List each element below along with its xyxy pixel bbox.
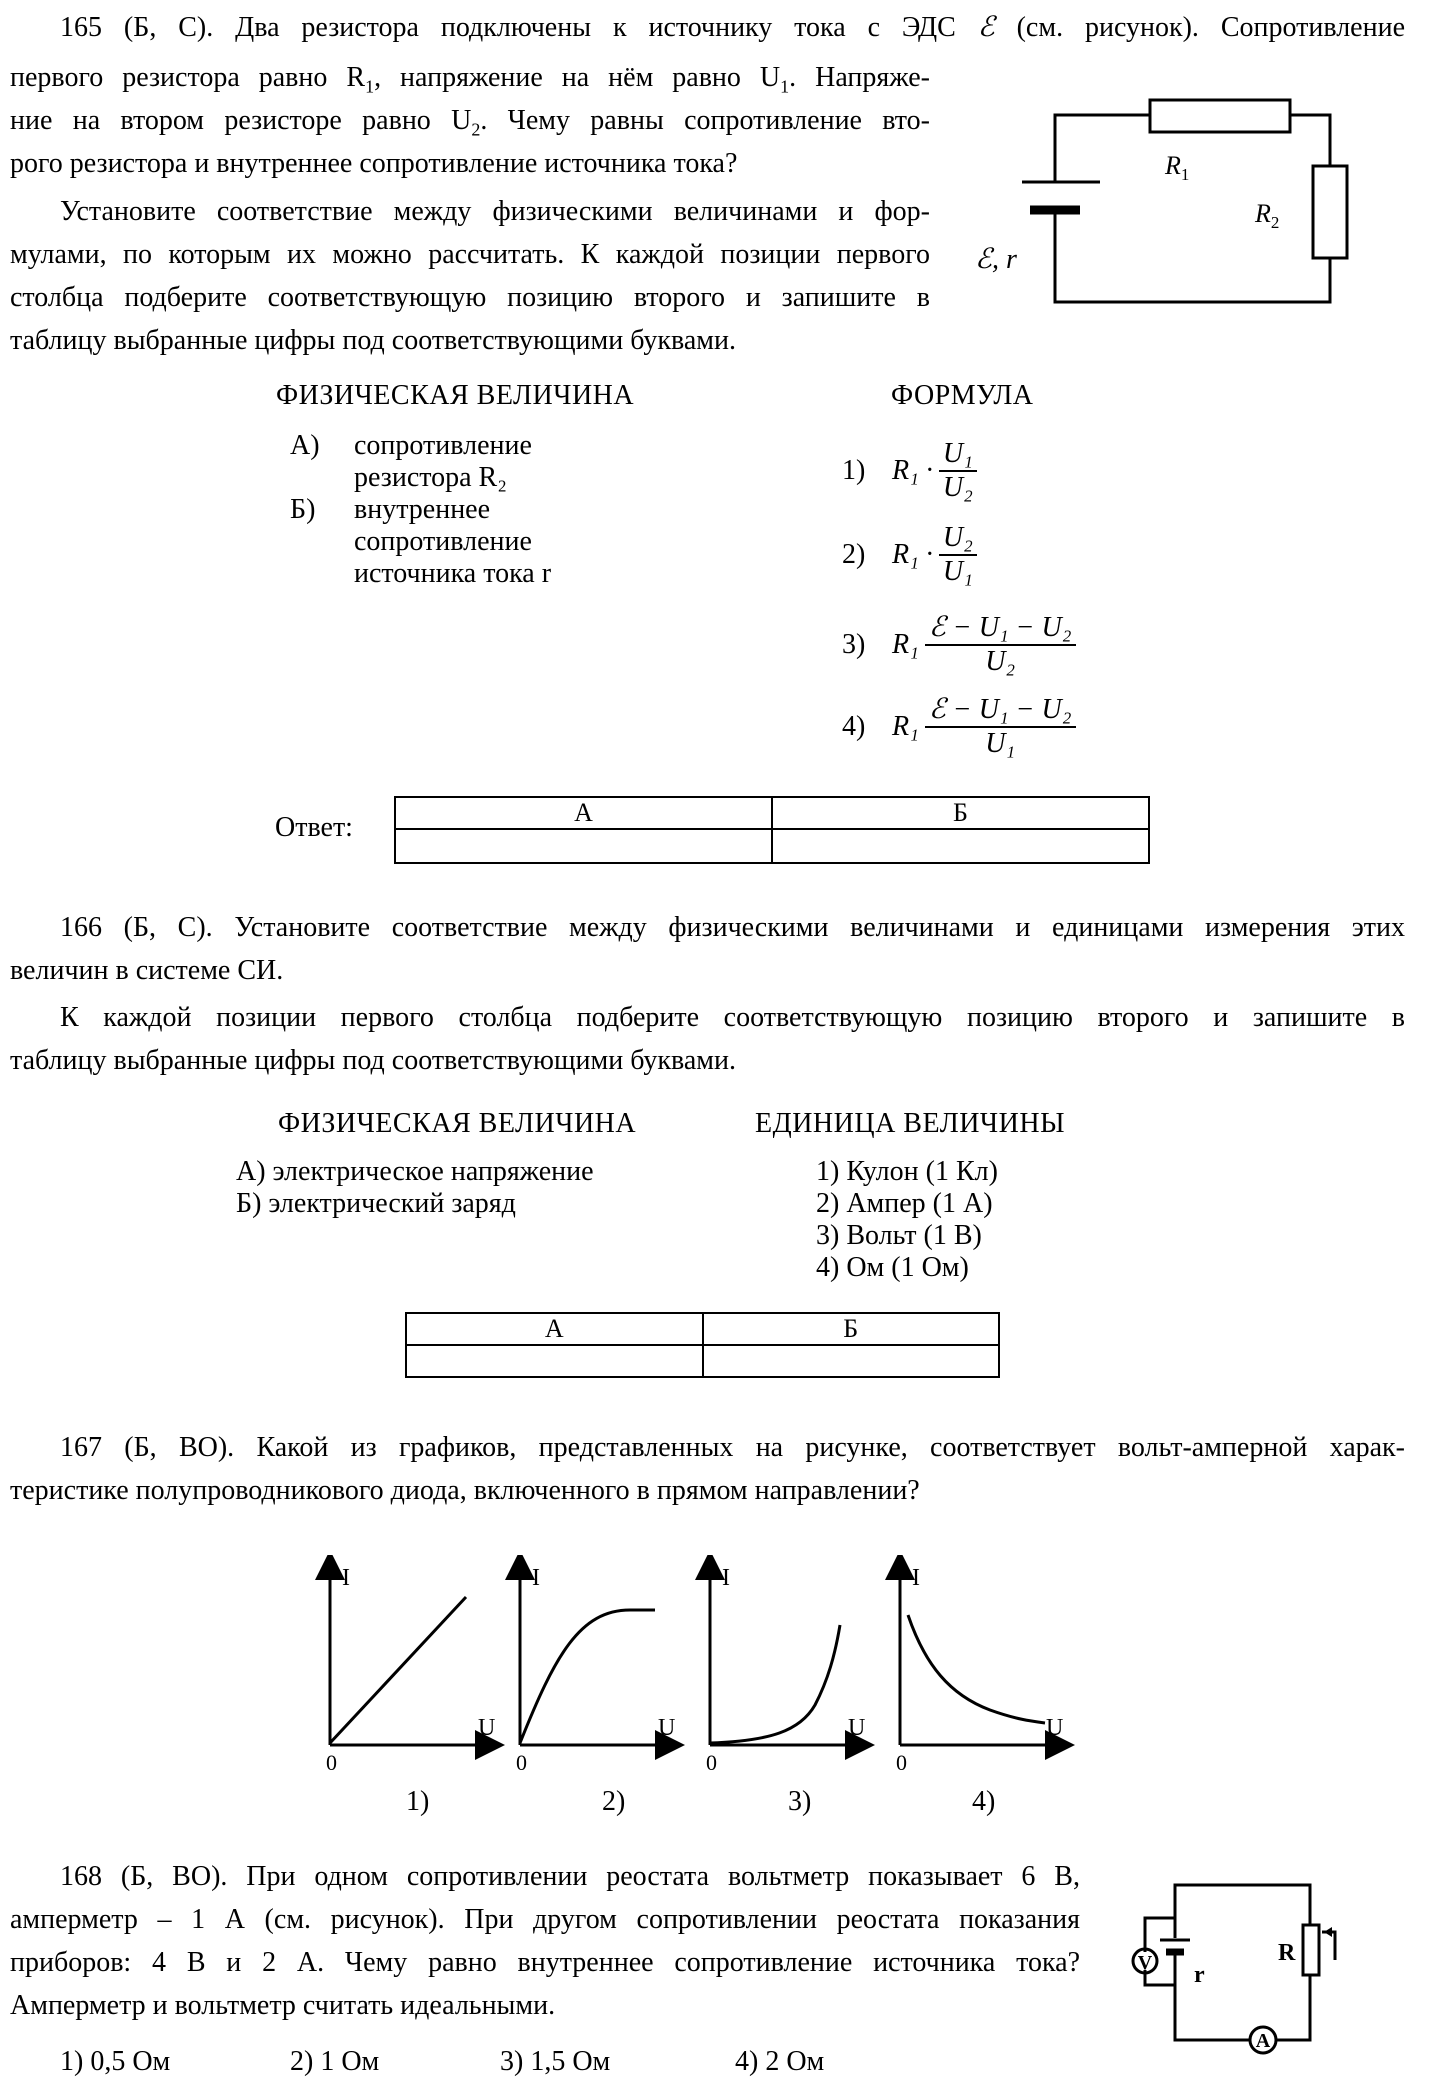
q166-items: А) электрическое напряжение Б) электрический заряд: [236, 1156, 594, 1219]
q168-option-1: 1) 0,5 Ом: [60, 2046, 171, 2077]
q165-line-5: мулами, по которым их можно рассчитать. К каждой позиции первого: [10, 239, 930, 270]
q166-line-1: 166 (Б, С). Установите соответствие между физическими величинами и единицами измерения этих: [60, 912, 1405, 943]
q165-line-4: Установите соответствие между физическими величинами и фор-: [60, 196, 930, 227]
q165-col2-header: ФОРМУЛА: [891, 380, 1034, 411]
q165-line-2: ние на втором резисторе равно $U_2$. Чему равны сопротивление вто-: [10, 105, 931, 140]
q168-option-4: 4) 2 Ом: [735, 2046, 825, 2077]
curve-linear: [330, 1597, 466, 1743]
graph-4-label: 4): [972, 1786, 996, 1817]
svg-text:0: 0: [706, 1750, 717, 1775]
formula-1: 1) R₁ · $\frac{\text{U₁}}{\text{U₂}}$: [842, 438, 977, 504]
svg-text:U: U: [848, 1715, 866, 1741]
q165-answer-table: [394, 796, 1150, 864]
q165-line-1: первого резистора равно $R_1$, напряжение на нём равно $U_1$. Напряже-: [10, 62, 931, 97]
q167-line-1: 167 (Б, ВО). Какой из графиков, представленных на рисунке, соответствует вольт-амперной харак-: [60, 1432, 1405, 1463]
q165-circuit-diagram: [950, 70, 1390, 320]
answer-col-a: А: [406, 1313, 703, 1345]
q167-line-2: теристике полупроводникового диода, включенного в прямом направлении?: [10, 1475, 920, 1506]
q165-line-7: таблицу выбранные цифры под соответствующими буквами.: [10, 325, 736, 356]
q165-line-3: рого резистора и внутреннее сопротивление источника тока?: [10, 148, 738, 179]
label-r1: $R_1$: [1165, 151, 1190, 184]
label-r-rheostat: R: [1278, 1940, 1296, 1966]
answer-cell-a[interactable]: [406, 1345, 703, 1377]
q166-line-3: К каждой позиции первого столбца подберите соответствующую позицию второго и запишите в: [60, 1002, 1405, 1033]
voltmeter-label: V: [1137, 1952, 1153, 1974]
q165-item-a-letter: А): [290, 430, 320, 461]
svg-text:I: I: [722, 1565, 730, 1591]
label-r2: $R_2$: [1255, 199, 1280, 232]
label-r-internal: r: [1194, 1962, 1205, 1988]
svg-text:0: 0: [326, 1750, 337, 1775]
svg-text:U: U: [1046, 1715, 1064, 1741]
q165-line-6: столбца подберите соответствующую позицию второго и запишите в: [10, 282, 930, 313]
circuit-wire: [1055, 212, 1330, 302]
q166-col2-header: ЕДИНИЦА ВЕЛИЧИНЫ: [755, 1108, 1065, 1139]
formula-3: 3) R₁ $\frac{\text{ℰ − U₁ − U₂}}{\text{U₂}}$: [842, 612, 1076, 678]
svg-text:I: I: [342, 1565, 350, 1591]
q167-graphs: [310, 1555, 1090, 1825]
rheostat-r: [1303, 1925, 1319, 1975]
svg-text:I: I: [532, 1565, 540, 1591]
answer-cell-b[interactable]: [772, 829, 1149, 863]
circuit-wire: [1175, 1955, 1250, 2040]
q165-intro-line: 165 (Б, С). Два резистора подключены к источнику тока с ЭДС ℰ (см. рисунок). Сопротивление: [60, 12, 1406, 43]
resistor-r2: [1313, 166, 1347, 258]
circuit-wire: [1290, 115, 1330, 166]
svg-text:0: 0: [896, 1750, 907, 1775]
answer-cell-b[interactable]: [703, 1345, 1000, 1377]
q166-line-2: величин в системе СИ.: [10, 955, 284, 986]
resistor-r1: [1150, 100, 1290, 132]
q168-circuit-diagram: [1110, 1870, 1370, 2065]
graph-1: [326, 1565, 495, 1817]
voltmeter-wire: [1145, 1918, 1175, 1952]
svg-text:U: U: [478, 1715, 496, 1741]
q168-line-1: 168 (Б, ВО). При одном сопротивлении реостата вольтметр показывает 6 В,: [60, 1861, 1080, 1892]
q166-units: 1) Кулон (1 Кл) 2) Ампер (1 А) 3) Вольт (1 В) 4) Ом (1 Ом): [816, 1156, 998, 1283]
q168-line-3: приборов: 4 В и 2 А. Чему равно внутреннее сопротивление источника тока?: [10, 1947, 1080, 1978]
q168-option-2: 2) 1 Ом: [290, 2046, 380, 2077]
svg-text:0: 0: [516, 1750, 527, 1775]
circuit-wire: [1055, 115, 1150, 182]
ammeter-label: A: [1255, 2030, 1271, 2052]
q166-line-4: таблицу выбранные цифры под соответствующими буквами.: [10, 1045, 736, 1076]
q168-line-2: амперметр – 1 А (см. рисунок). При другом сопротивлении реостата показания: [10, 1904, 1080, 1935]
q165-col1-header: ФИЗИЧЕСКАЯ ВЕЛИЧИНА: [276, 380, 635, 411]
formula-2: 2) R₁ · $\frac{\text{U₂}}{\text{U₁}}$: [842, 522, 977, 588]
answer-col-a: А: [395, 797, 772, 829]
q166-answer-table: [405, 1312, 1000, 1378]
q165-item-a: сопротивление резистора R₂: [354, 430, 532, 493]
q168-line-4: Амперметр и вольтметр считать идеальными.: [10, 1990, 556, 2021]
answer-cell-a[interactable]: [395, 829, 772, 863]
q165-answer-label: Ответ:: [275, 812, 353, 843]
answer-col-b: Б: [772, 797, 1149, 829]
graph-2: [516, 1565, 675, 1817]
svg-text:I: I: [912, 1565, 920, 1591]
answer-col-b: Б: [703, 1313, 1000, 1345]
q165-item-b-letter: Б): [290, 494, 316, 525]
graph-1-label: 1): [406, 1786, 430, 1817]
curve-hyperbolic: [908, 1615, 1045, 1723]
graph-3-label: 3): [788, 1786, 812, 1817]
q166-col1-header: ФИЗИЧЕСКАЯ ВЕЛИЧИНА: [278, 1108, 637, 1139]
q165-item-b: внутреннее сопротивление источника тока r: [354, 494, 552, 589]
graph-3: [706, 1565, 865, 1817]
q168-option-3: 3) 1,5 Ом: [500, 2046, 611, 2077]
circuit-wire: [1275, 1975, 1310, 2040]
rheostat-slider: [1322, 1932, 1335, 1960]
label-source: ℰ, r: [975, 244, 1017, 275]
svg-text:U: U: [658, 1715, 676, 1741]
graph-4: [896, 1565, 1063, 1817]
formula-4: 4) R₁ $\frac{\text{ℰ − U₁ − U₂}}{\text{U₁}}$: [842, 694, 1076, 760]
curve-exponential: [710, 1625, 840, 1743]
curve-saturation: [520, 1610, 655, 1743]
graph-2-label: 2): [602, 1786, 626, 1817]
circuit-wire: [1175, 1885, 1310, 1938]
